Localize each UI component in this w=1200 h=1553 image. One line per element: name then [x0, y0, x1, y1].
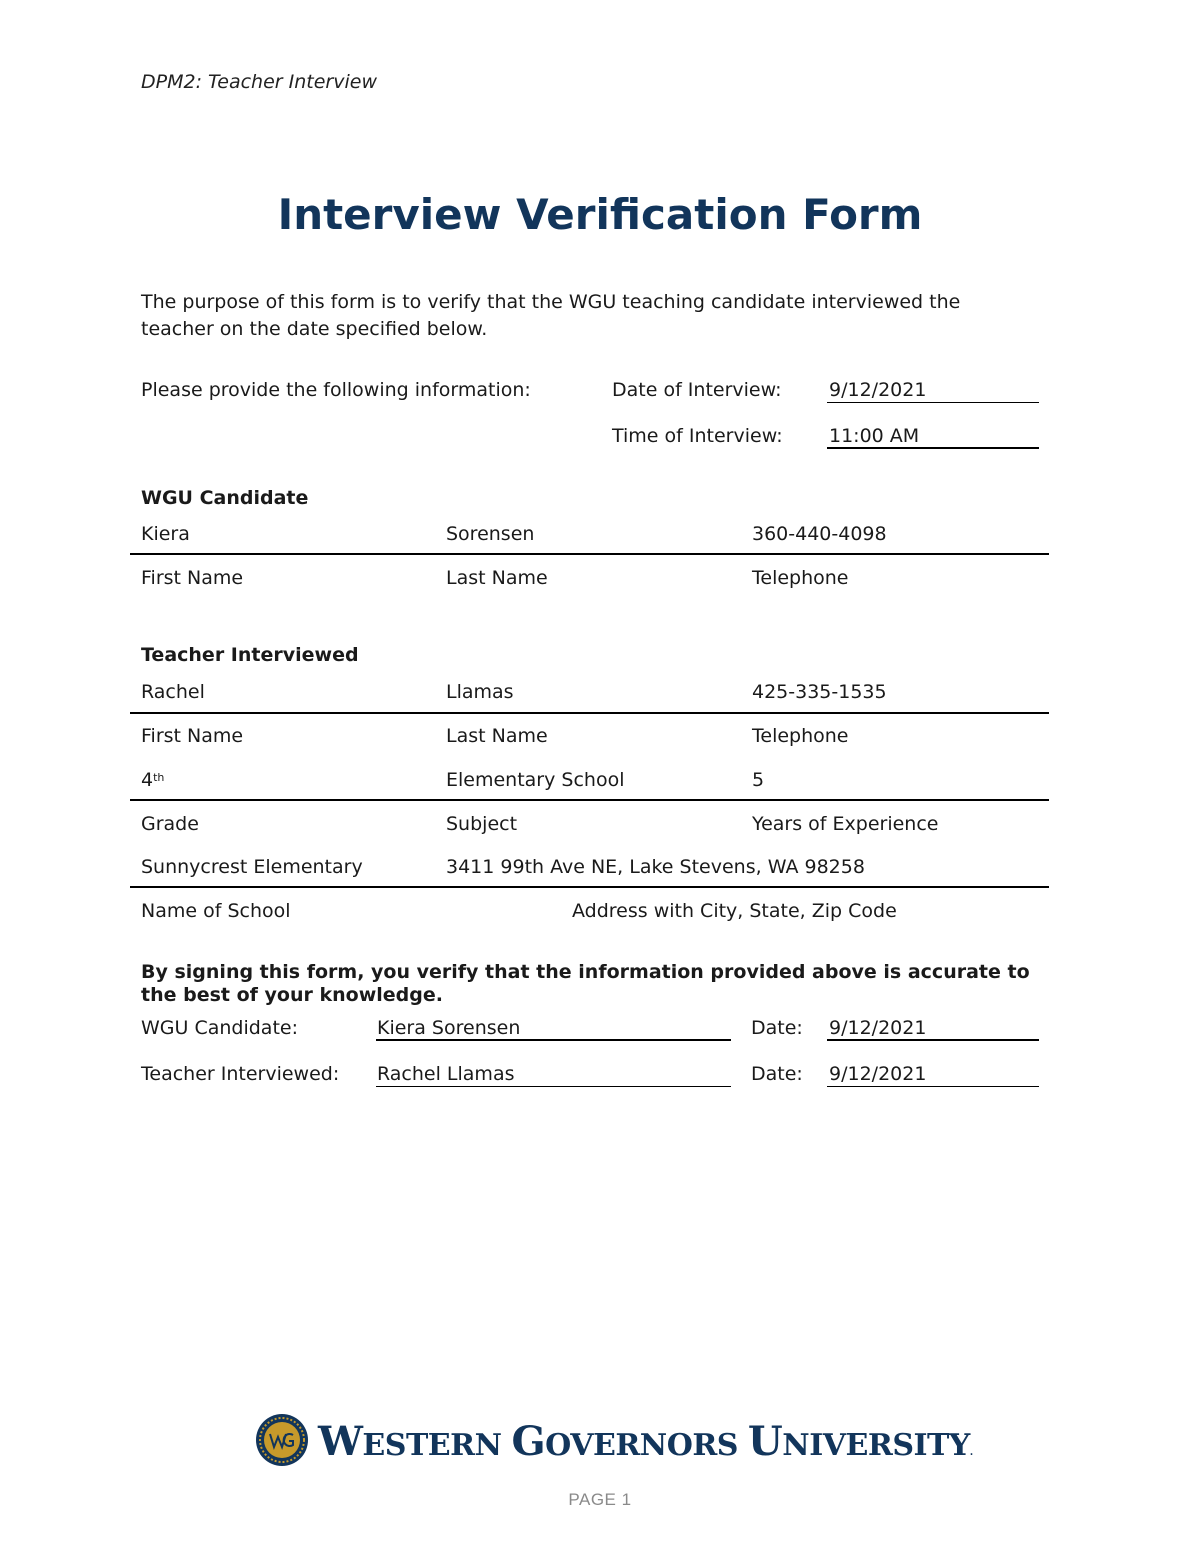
- signature-statement-line-2: the best of your knowledge.: [141, 984, 443, 1006]
- teacher-years-label: Years of Experience: [752, 813, 939, 835]
- teacher-school[interactable]: Sunnycrest Elementary: [141, 856, 363, 878]
- signature-teacher-date-underline: [827, 1086, 1039, 1087]
- date-of-interview-label: Date of Interview:: [612, 379, 782, 401]
- teacher-subject[interactable]: Elementary School: [446, 769, 625, 791]
- candidate-last-name-label: Last Name: [446, 567, 548, 589]
- wgu-seal-logo: [255, 1413, 309, 1467]
- date-of-interview-underline: [827, 402, 1039, 403]
- signature-teacher-value[interactable]: Rachel Llamas: [377, 1063, 515, 1085]
- time-of-interview-label: Time of Interview:: [612, 425, 783, 447]
- teacher-grade[interactable]: [141, 768, 164, 792]
- teacher-grade-divider: [130, 799, 1049, 801]
- intro-line-1: The purpose of this form is to verify that the WGU teaching candidate interviewed the: [141, 291, 961, 313]
- signature-candidate-date-underline: [827, 1039, 1039, 1041]
- teacher-school-divider: [130, 886, 1049, 888]
- teacher-years[interactable]: 5: [752, 769, 765, 791]
- teacher-grade-label: Grade: [141, 813, 199, 835]
- teacher-telephone[interactable]: 425-335-1535: [752, 681, 887, 703]
- teacher-last-name[interactable]: Llamas: [446, 681, 514, 703]
- signature-candidate-date[interactable]: 9/12/2021: [829, 1017, 927, 1039]
- teacher-last-name-label: Last Name: [446, 725, 548, 747]
- teacher-subject-label: Subject: [446, 813, 518, 835]
- time-of-interview-value[interactable]: 11:00 AM: [829, 425, 920, 447]
- wgu-wordmark: WESTERN GOVERNORS UNIVERSITY.: [318, 1418, 973, 1465]
- candidate-telephone-label: Telephone: [752, 567, 849, 589]
- page-number: PAGE 1: [568, 1490, 632, 1509]
- candidate-divider: [130, 553, 1049, 555]
- signature-teacher-date[interactable]: 9/12/2021: [829, 1063, 927, 1085]
- signature-candidate-label: WGU Candidate:: [141, 1017, 298, 1039]
- candidate-telephone[interactable]: 360-440-4098: [752, 523, 887, 545]
- teacher-grade-suffix: th: [153, 771, 165, 784]
- candidate-first-name[interactable]: Kiera: [141, 523, 190, 545]
- time-of-interview-underline: [827, 447, 1039, 449]
- teacher-school-label: Name of School: [141, 900, 291, 922]
- teacher-grade-number: 4: [141, 769, 154, 791]
- signature-candidate-date-label: Date:: [751, 1017, 803, 1039]
- teacher-first-name[interactable]: Rachel: [141, 681, 205, 703]
- signature-teacher-label: Teacher Interviewed:: [141, 1063, 340, 1085]
- teacher-telephone-label: Telephone: [752, 725, 849, 747]
- candidate-heading: WGU Candidate: [141, 487, 309, 509]
- signature-statement-line-1: By signing this form, you verify that the information provided above is accurate to: [141, 961, 1030, 983]
- document-header: DPM2: Teacher Interview: [141, 71, 377, 93]
- signature-teacher-underline: [376, 1086, 731, 1087]
- date-of-interview-value[interactable]: 9/12/2021: [829, 379, 927, 401]
- teacher-heading: Teacher Interviewed: [141, 644, 359, 666]
- teacher-address-label: Address with City, State, Zip Code: [572, 900, 897, 922]
- page-title: Interview Verification Form: [277, 190, 923, 239]
- signature-candidate-value[interactable]: Kiera Sorensen: [377, 1017, 521, 1039]
- teacher-address[interactable]: 3411 99th Ave NE, Lake Stevens, WA 98258: [446, 856, 865, 878]
- teacher-first-name-label: First Name: [141, 725, 244, 747]
- candidate-first-name-label: First Name: [141, 567, 244, 589]
- info-prompt: Please provide the following information:: [141, 379, 531, 401]
- candidate-last-name[interactable]: Sorensen: [446, 523, 535, 545]
- signature-candidate-underline: [376, 1039, 731, 1041]
- signature-teacher-date-label: Date:: [751, 1063, 803, 1085]
- intro-line-2: teacher on the date specified below.: [141, 318, 488, 340]
- teacher-name-divider: [130, 712, 1049, 714]
